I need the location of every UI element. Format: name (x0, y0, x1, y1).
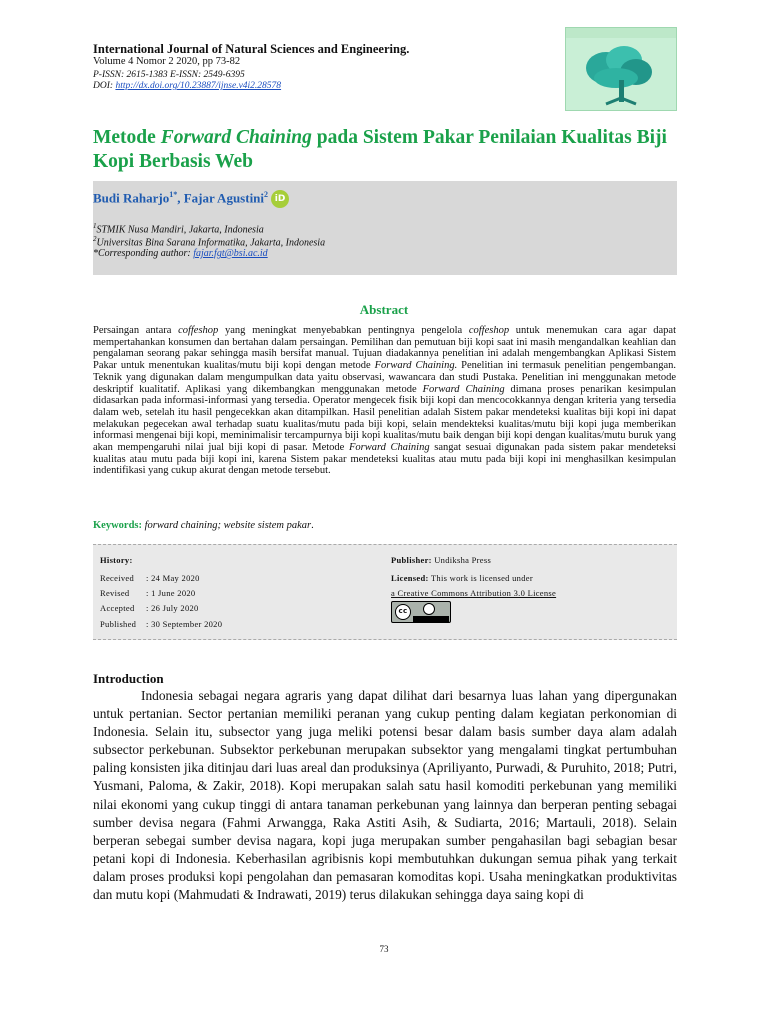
volume-line: Volume 4 Nomor 2 2020, pp 73-82 (93, 56, 241, 67)
orcid-icon[interactable]: iD (271, 190, 289, 208)
cc-badge-bar (413, 616, 449, 622)
history-received (100, 573, 200, 583)
license-line (391, 573, 533, 583)
publisher-label: Publisher: (391, 555, 432, 565)
abstract-italic: coffeshop (468, 325, 510, 336)
history-value: : 1 June 2020 (146, 588, 196, 598)
history-value: : 24 May 2020 (146, 573, 200, 583)
tree-illustration-icon (566, 28, 676, 110)
corresponding-author (93, 248, 268, 259)
issn-line: P-ISSN: 2615-1383 E-ISSN: 2549-6395 (93, 70, 245, 80)
keywords-end: . (311, 520, 314, 531)
history-value: : 30 September 2020 (146, 619, 223, 629)
author-name: Budi Raharjo (93, 190, 170, 206)
abstract-body (93, 325, 676, 477)
affil-marker: 1 (93, 222, 97, 230)
history-title: History: (100, 555, 133, 565)
author-separator: , (177, 190, 184, 206)
introduction-body (93, 687, 677, 904)
title-part-2: pada Sistem Pakar Penilaian Kualitas Biji Kopi Berbasis Web (93, 127, 667, 172)
corr-label: *Corresponding author: (93, 248, 194, 259)
abstract-text: dimana proses penarikan kesimpulan didasarkan pada informasi-informasi yang tersedia. Operator mengecek fisik biji kopi dan mencocokkannya dengan kriteria yang tersedia dalam web, setelah itu hasil pengecekkan akan ditampilkan. Hasil penelitian adalah Sistem pakar mendeteksi kualitas biji kopi ini dapat melakukan pegecekan awal terhadap suatu kualitas/mutu pada biji kopi, selain mendekteksi kualitas/mutu biji kopi juga memberikan informasi mengenai biji kopi, meminimalisir tercampurnya biji kopi kualitas/mutu baik dengan biji kopi dengan kualitas/mutu buruk yang akan mempengaruhi nilai jual biji kopi di pasar. Metode (93, 383, 676, 454)
author-affil-marker: 1* (169, 190, 178, 199)
history-label: Received (100, 573, 135, 583)
abstract-text: sangat sesuai digunakan pada sistem pakar mendeteksi kualitas atau mutu pada biji kopi ini, karena Sistem pakar mendeteksi kualitas atau mutu pada biji kopi ini menghasilkan kesimpulan indentifikasi yang cukup akurat dengan metode tersebut. (93, 442, 676, 477)
page-number: 73 (379, 944, 389, 954)
affiliation-2 (93, 235, 325, 248)
corr-email-link[interactable]: fajar.fgt@bsi.ac.id (193, 248, 268, 259)
cc-icon: cc (395, 604, 411, 620)
author-info-box (93, 181, 677, 275)
doi-label: DOI: (93, 81, 116, 91)
title-part-1: Metode (93, 127, 161, 148)
person-icon (423, 603, 435, 615)
article-title (93, 126, 683, 174)
affiliation-1 (93, 222, 264, 235)
keywords-line (93, 520, 314, 531)
abstract-italic: Forward Chaining. (374, 360, 458, 372)
license-link[interactable]: a Creative Commons Attribution 3.0 License (391, 588, 557, 598)
journal-cover-image (565, 27, 677, 111)
introduction-heading: Introduction (93, 671, 164, 686)
keywords-value: forward chaining; website sistem pakar (142, 520, 312, 531)
journal-name: International Journal of Natural Sciences and Engineering. (93, 42, 410, 56)
history-label: Revised (100, 588, 130, 598)
keywords-label: Keywords: (93, 520, 142, 531)
licensed-label: Licensed: (391, 573, 429, 583)
publisher-line (391, 555, 491, 565)
cc-by-license-icon[interactable] (391, 601, 451, 623)
affil-text: STMIK Nusa Mandiri, Jakarta, Indonesia (96, 224, 264, 236)
history-label: Accepted (100, 603, 135, 613)
history-value: : 26 July 2020 (146, 603, 199, 613)
doi-link[interactable]: http://dx.doi.org/10.23887/ijnse.v4i2.28578 (115, 81, 282, 91)
article-history-box (93, 544, 677, 640)
history-revised (100, 588, 195, 598)
licensed-value: This work is licensed under (428, 573, 533, 583)
abstract-text: yang meningkat menyebabkan pentingnya pengelola (218, 325, 469, 336)
abstract-text: Penelitian ini termasuk penelitian pengembangan. Teknik yang digunakan dalam mengumpulkan data yaitu observasi, wawancara dan studi Pustaka. Penelitian ini menggunakan metode deskriptif kualitatif. Aplikasi yang dikembangkan menggunakan metode (93, 360, 676, 395)
author-affil-marker: 2 (264, 190, 269, 199)
abstract-text: untuk menemukan cara agar dapat mempertahankan konsumen dan bertahan dalam persaingan. Pemilihan dan pemutuan biji kopi saat ini masih mengandalkan keahlian dan pengalaman seorang pakar sehingga masih bersifat manual. Tujuan diadakannya penelitian ini adalah mengembangkan Aplikasi Sistem Pakar untuk menentukan kualitas/mutu biji kopi dengan metode (93, 325, 676, 372)
abstract-text: Persaingan antara (93, 325, 179, 336)
abstract-heading: Abstract (359, 302, 409, 317)
publisher-value: Undiksha Press (431, 555, 492, 565)
abstract-italic: Forward Chaining (422, 383, 505, 395)
title-italic-term: Forward Chaining (160, 127, 312, 148)
doi-line (93, 81, 281, 91)
history-published (100, 619, 222, 629)
author-name: Fajar Agustini (183, 190, 265, 206)
introduction-text: Indonesia sebagai negara agraris yang dapat dilihat dari besarnya luas lahan yang dipergunakan untuk pertanian. Sector pertanian memiliki peranan yang cukup penting dalam kegiatan perkonomian di Indonesia. Selain itu, subsector yang juga meliki potensi besar dalam basis sumber daya alam adalah subsector perkebunan. Subsektor perkebunan merupakan subsektor yang mengalami tingkat pertumbuhan paling konsisten jika ditinjau dari luas areal dan produksinya (Apriliyanto, Purwadi, & Puruhito, 2018; Putri, Yusmani, Paloma, & Zakir, 2018). Kopi merupakan salah satu hasil komoditi perkebunan yang memiliki nilai ekonomi yang cukup tinggi di antara tanaman perkebunan yang lainnya dan berperan penting sebagai sumber devisa negara (Fahmi Arwangga, Raka Astiti Asih, & Sudiarta, 2016; Martauli, 2018). Selain berperan sebegai sumber devisa nagara, kopi juga merupakan sumber pengahasilan bagi sebagian besar petani kopi di Indonesia. Keberhasilan agribisnis kopi membutuhkan dukungan semua pihak yang terkait dalam proses produksi kopi pengolahan dan pemasaran komoditas kopi. Usaha meningkatkan produktivitas dan mutu kopi (Mahmudati & Indrawati, 2019) terus dilakukan sehingga daya saing kopi di (93, 688, 677, 903)
history-label: Published (100, 619, 137, 629)
abstract-italic: coffeshop (178, 325, 219, 336)
history-accepted (100, 603, 199, 613)
affil-text: Universitas Bina Sarana Informatika, Jakarta, Indonesia (96, 237, 326, 249)
abstract-italic: Forward Chaining (348, 442, 430, 454)
author-list (93, 190, 289, 208)
affil-marker: 2 (93, 235, 97, 243)
